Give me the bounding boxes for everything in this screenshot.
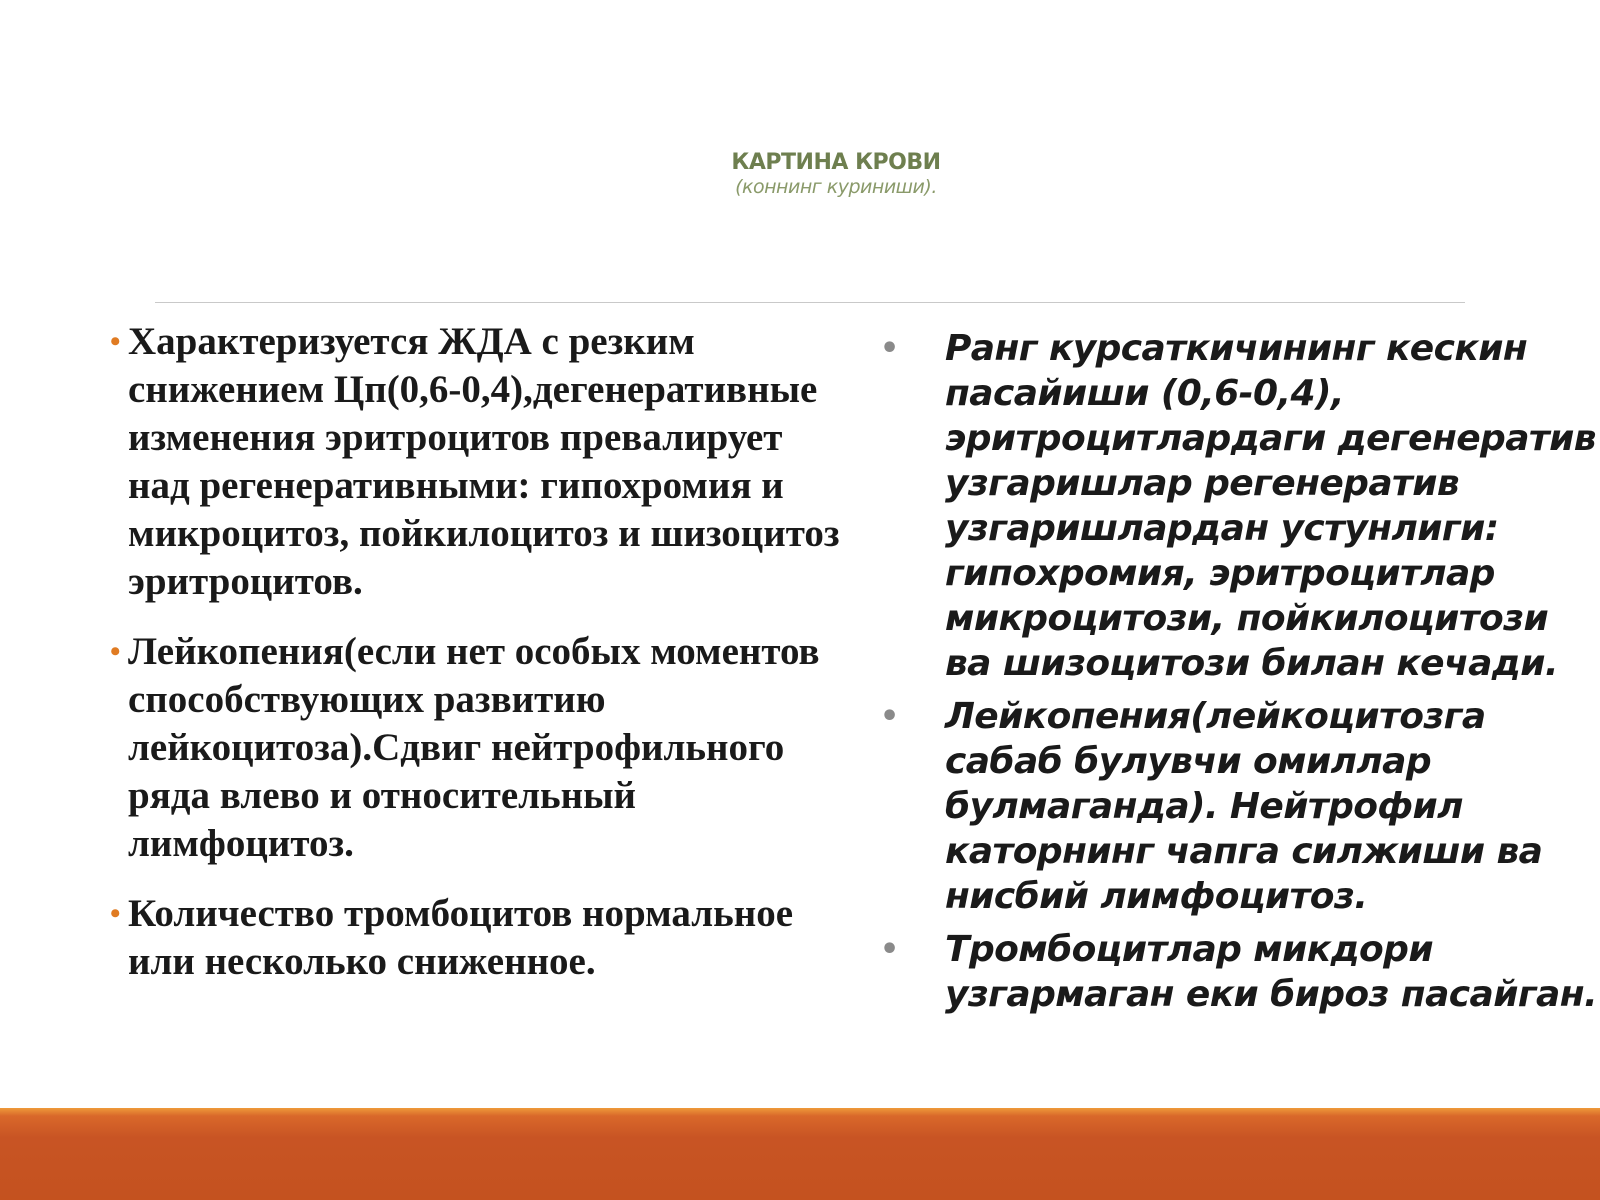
slide-title: КАРТИНА КРОВИ [731,150,941,175]
title-block [0,150,1600,198]
title-divider [155,302,1465,303]
left-bullet-item [110,318,850,606]
right-bullet-item [880,694,1600,919]
left-item-text: Количество тромбоцитов нормальное или несколько сниженное. [128,892,794,983]
bullet-icon: • [880,699,899,734]
bullet-icon: • [880,331,899,366]
footer-bar [0,1108,1600,1200]
left-item-text: Характеризуется ЖДА с резким снижением Цп(0,6-0,4),дегенеративные изменения эритроцитов превалирует над регенеративными: гипохромия и микроцитоз, пойкилоцитоз и шизоцитоз эритроцитов. [128,320,840,603]
bullet-icon: • [110,325,121,358]
left-bullet-item [110,890,850,986]
right-item-text: Лейкопения(лейкоцитозга сабаб булувчи омиллар булмаганда). Нейтрофил каторнинг чапга силжиши ва нисбий лимфоцитоз. [945,696,1543,917]
bullet-icon: • [110,897,121,930]
right-bullet-item [880,927,1600,1017]
left-column-russian [110,318,850,1008]
right-bullet-item [880,326,1600,686]
left-item-text: Лейкопения(если нет особых моментов способствующих развитию лейкоцитоза).Сдвиг нейтрофильного ряда влево и относительный лимфоцитоз. [128,630,820,865]
right-item-text: Ранг курсаткичининг кескин пасайиши (0,6-0,4), эритроцитлардаги дегенератив узгаришлар регенератив узгаришлардан устунлиги: гипохромия, эритроцитлар микроцитози, пойкилоцитози ва шизоцитози билан кечади. [945,328,1596,684]
left-bullet-item [110,628,850,868]
right-column-uzbek [880,326,1600,1025]
bullet-icon: • [880,932,899,967]
bullet-icon: • [110,635,121,668]
slide-subtitle: (коннинг куриниши). [735,176,937,198]
right-item-text: Тромбоцитлар микдори узгармаган еки бироз пасайган. [945,929,1598,1015]
